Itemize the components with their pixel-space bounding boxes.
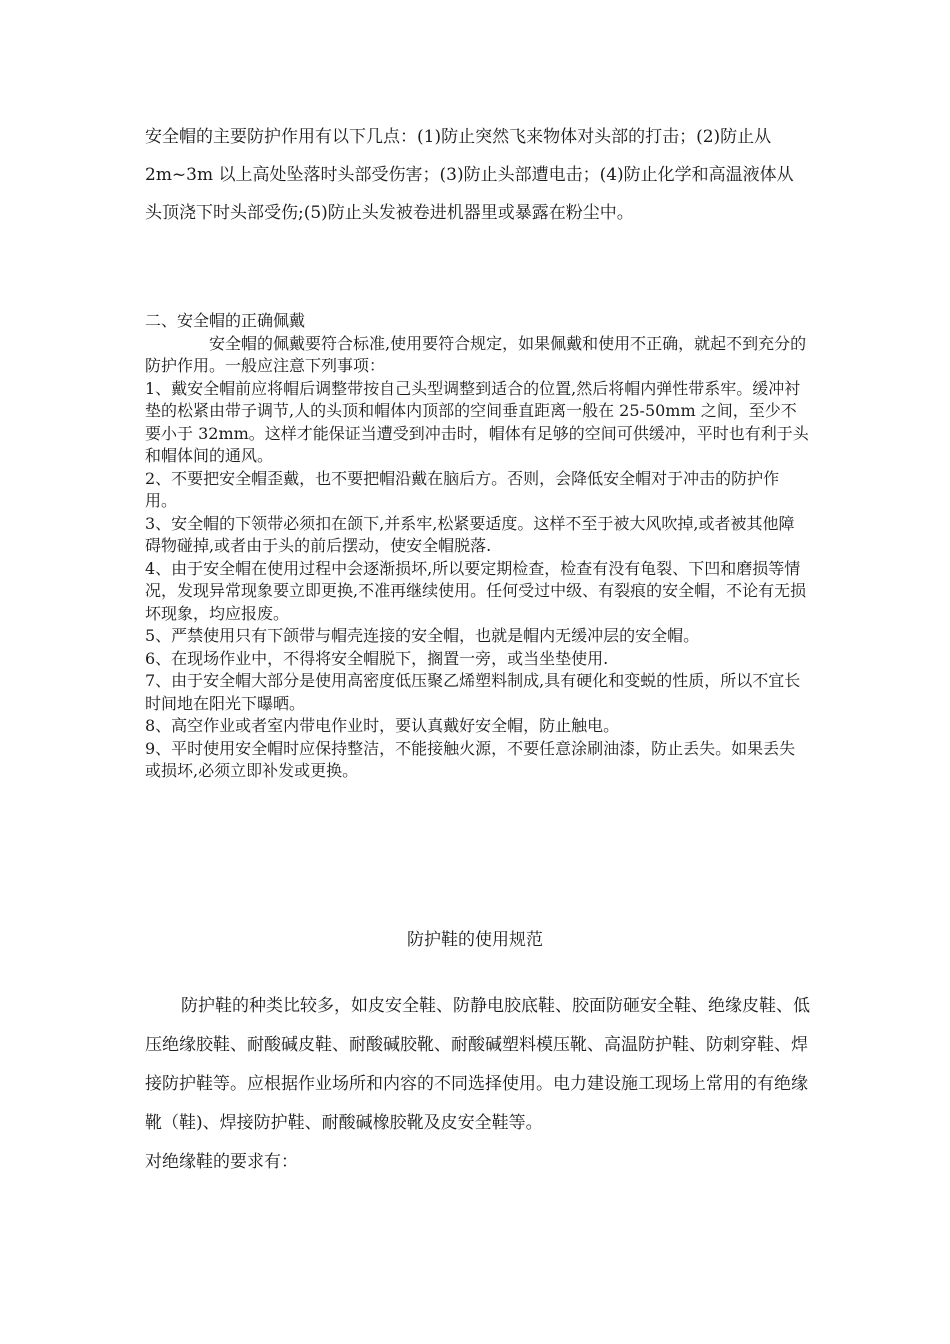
section-lead: 安全帽的佩戴要符合标准,使用要符合规定，如果佩戴和使用不正确，就起不到充分的防护作用。一般应注意下列事项： — [145, 333, 807, 375]
shoes-requirements-lead: 对绝缘鞋的要求有： — [145, 1152, 298, 1172]
shoes-paragraph: 防护鞋的种类比较多，如皮安全鞋、防静电胶底鞋、胶面防砸安全鞋、绝缘皮鞋、低压绝缘胶鞋、耐酸碱皮鞋、耐酸碱胶靴、耐酸碱塑料模压靴、高温防护鞋、防刺穿鞋、焊接防护鞋等。应根据作业场所和内容的不同选择使用。电力建设施工现场上常用的有绝缘靴（鞋)、焊接防护鞋、耐酸碱橡胶靴及皮安全鞋等。 — [145, 996, 810, 1133]
protective-shoes-section — [145, 987, 810, 1182]
list-item: 8、高空作业或者室内带电作业时，要认真戴好安全帽，防止触电。 — [145, 716, 620, 735]
list-item: 7、由于安全帽大部分是使用高密度低压聚乙烯塑料制成,具有硬化和变蜕的性质，所以不宜长时间地在阳光下曝晒。 — [145, 671, 801, 713]
helmet-protection-intro — [145, 118, 810, 232]
list-item: 3、安全帽的下领带必须扣在颌下,并系牢,松紧要适度。这样不至于被大风吹掉,或者被其他障碍物碰掉,或者由于头的前后摆动，使安全帽脱落. — [145, 513, 795, 555]
intro-paragraph: 安全帽的主要防护作用有以下几点：(1)防止突然飞来物体对头部的打击；(2)防止从 2m~3m 以上高处坠落时头部受伤害；(3)防止头部遭电击；(4)防止化学和高温液体从头顶浇下时头部受伤;(5)防止头发被卷进机器里或暴露在粉尘中。 — [145, 127, 794, 223]
list-item: 4、由于安全帽在使用过程中会逐渐损坏,所以要定期检查，检查有没有龟裂、下凹和磨损等情况，发现异常现象要立即更换,不准再继续使用。任何受过中级、有裂痕的安全帽，不论有无损坏现象，均应报废。 — [145, 558, 807, 623]
list-item: 1、戴安全帽前应将帽后调整带按自己头型调整到适合的位置,然后将帽内弹性带系牢。缓冲衬垫的松紧由带子调节,人的头顶和帽体内顶部的空间垂直距离一般在 25-50mm 之间，至少不要小于 32mm。这样才能保证当遭受到冲击时，帽体有足够的空间可供缓冲，平时也有利于头和帽体间的通风。 — [145, 378, 809, 465]
section-heading: 二、安全帽的正确佩戴 — [145, 311, 306, 330]
list-item: 6、在现场作业中，不得将安全帽脱下，搁置一旁，或当坐垫使用. — [145, 648, 609, 668]
shoes-title: 防护鞋的使用规范 — [407, 930, 543, 950]
helmet-wearing-section — [145, 310, 810, 783]
list-item: 2、不要把安全帽歪戴，也不要把帽沿戴在脑后方。否则，会降低安全帽对于冲击的防护作用。 — [145, 468, 780, 510]
list-item: 5、严禁使用只有下颌带与帽壳连接的安全帽，也就是帽内无缓冲层的安全帽。 — [145, 626, 700, 645]
list-item: 9、平时使用安全帽时应保持整洁，不能接触火源，不要任意涂刷油漆，防止丢失。如果丢失或损坏,必须立即补发或更换。 — [145, 738, 796, 780]
